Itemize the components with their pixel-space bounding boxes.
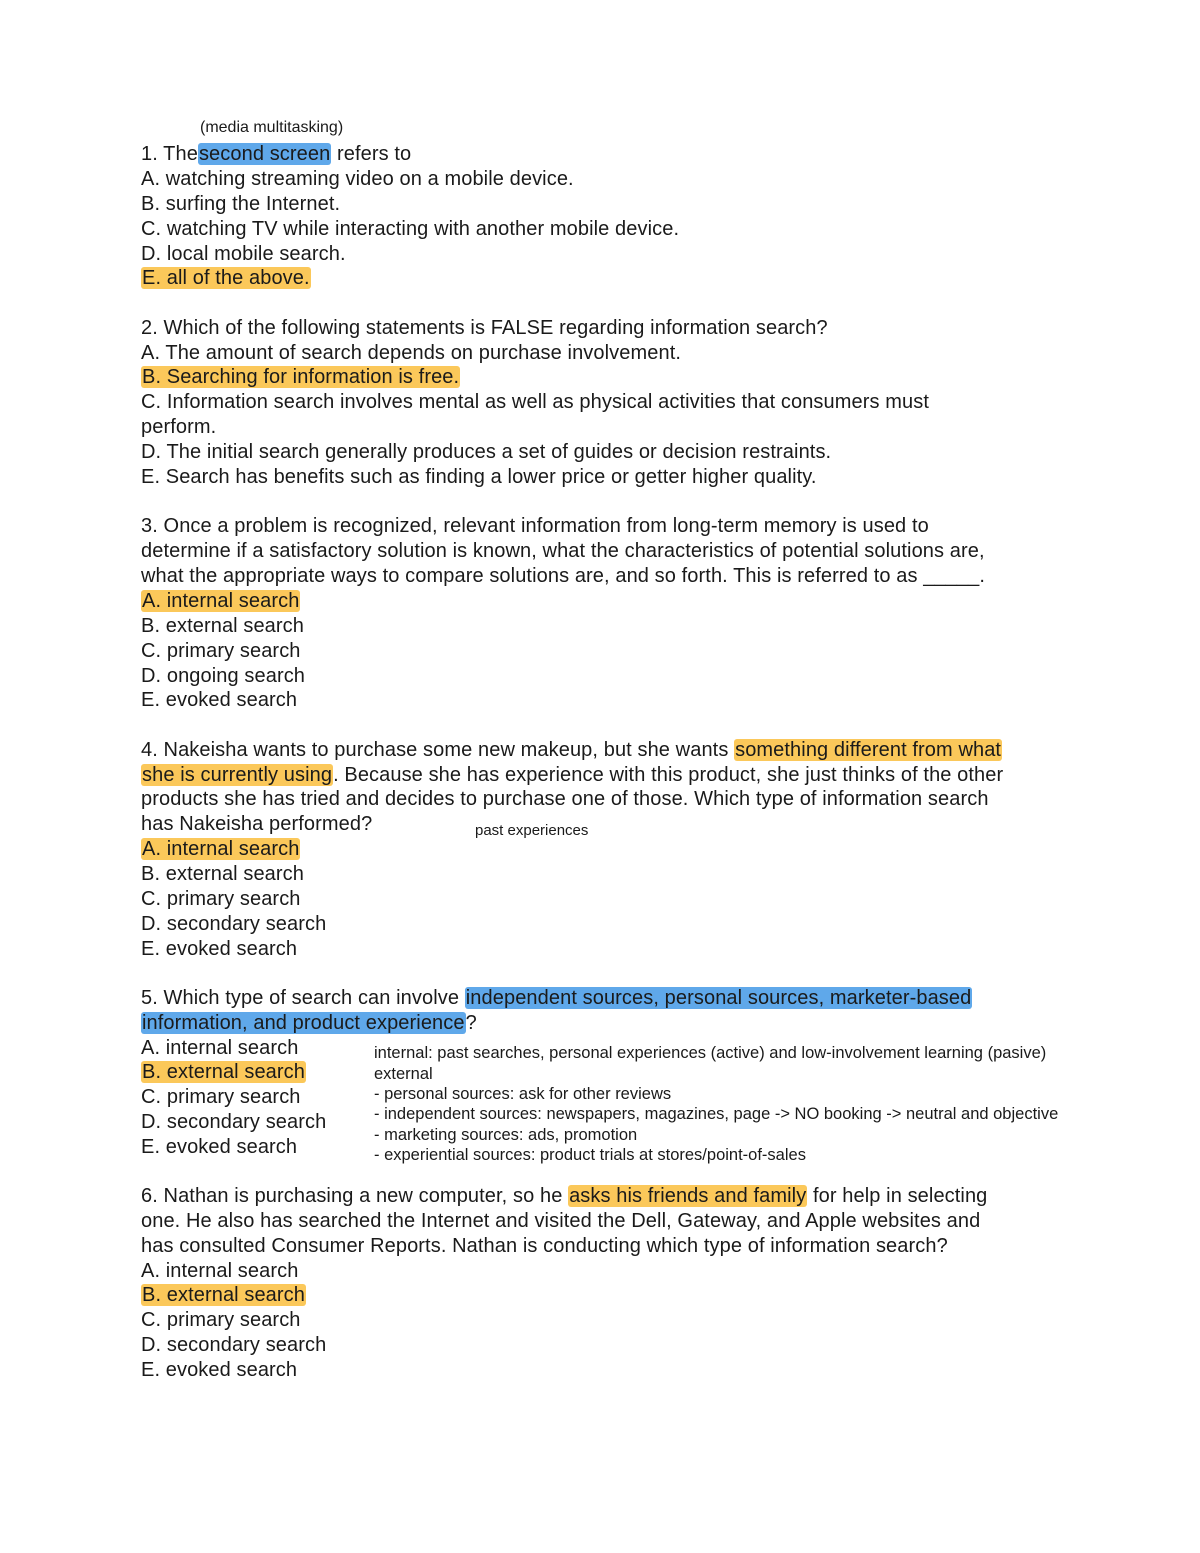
q5-stem-highlight-2: information, and product experience (142, 1012, 465, 1034)
q3-option-c: C. primary search (141, 640, 301, 662)
q4-stem-highlight-1: something different from what (735, 739, 1002, 761)
q3-stem-line3: what the appropriate ways to compare solutions are, and so forth. This is referred to as _____. (141, 565, 986, 587)
q2-option-c-line1: C. Information search involves mental as well as physical activities that consumers must (141, 391, 929, 413)
q5-option-a: A. internal search (141, 1037, 299, 1059)
q6-option-d: D. secondary search (141, 1334, 327, 1356)
q5-stem-end: ? (465, 1012, 477, 1034)
q5-stem-line2 (141, 1011, 477, 1035)
q1-option-b: B. surfing the Internet. (141, 193, 341, 215)
q4-stem-highlight-2: she is currently using (142, 764, 333, 786)
q5-option-e: E. evoked search (141, 1136, 298, 1158)
q3-option-a (141, 589, 300, 613)
q2-option-c-line2: perform. (141, 416, 217, 438)
q5-option-b (141, 1060, 306, 1084)
q2-option-d: D. The initial search generally produces a set of guides or decision restraints. (141, 441, 832, 463)
q6-stem-highlight: asks his friends and family (569, 1185, 807, 1207)
q4-side-note: past experiences (475, 822, 589, 839)
header-note: (media multitasking) (200, 119, 344, 136)
q4-stem-start: 4. Nakeisha wants to purchase some new makeup, but she wants (141, 739, 735, 761)
q4-option-a (141, 837, 300, 861)
q4-option-c: C. primary search (141, 888, 301, 910)
q1-option-d: D. local mobile search. (141, 243, 346, 265)
q1-stem-end: refers to (331, 143, 412, 165)
q1-answer-highlight: E. all of the above. (142, 267, 310, 289)
q3-stem-line2: determine if a satisfactory solution is known, what the characteristics of potential solutions are, (141, 540, 985, 562)
q3-option-e: E. evoked search (141, 689, 298, 711)
q3-stem-line1: 3. Once a problem is recognized, relevant information from long-term memory is used to (141, 515, 929, 537)
q5-stem-highlight-1: independent sources, personal sources, marketer-based (465, 987, 972, 1009)
q1-stem-start: 1. The (141, 143, 198, 165)
q5-option-d: D. secondary search (141, 1111, 327, 1133)
q6-answer-highlight: B. external search (142, 1284, 305, 1306)
q6-option-a: A. internal search (141, 1260, 299, 1282)
q2-option-e: E. Search has benefits such as finding a lower price or getter higher quality. (141, 466, 817, 488)
q2-answer-highlight: B. Searching for information is free. (142, 366, 460, 388)
q6-stem-line3: has consulted Consumer Reports. Nathan is conducting which type of information search? (141, 1235, 948, 1257)
q6-stem-start: 6. Nathan is purchasing a new computer, so he (141, 1185, 569, 1207)
q4-stem-line1 (141, 738, 1002, 762)
q5-answer-highlight: B. external search (142, 1061, 305, 1083)
q6-stem-line1 (141, 1184, 987, 1208)
q5-stem-start: 5. Which type of search can involve (141, 987, 465, 1009)
q2-stem: 2. Which of the following statements is FALSE regarding information search? (141, 317, 828, 339)
q4-option-b: B. external search (141, 863, 304, 885)
q2-option-a: A. The amount of search depends on purchase involvement. (141, 342, 682, 364)
q3-option-d: D. ongoing search (141, 665, 306, 687)
q2-option-b (141, 365, 460, 389)
q5-note-personal: - personal sources: ask for other reviews (374, 1085, 672, 1103)
q5-note-internal: internal: past searches, personal experiences (active) and low-involvement learning (pasive) (374, 1044, 1047, 1062)
q5-note-experiential: - experiential sources: product trials at stores/point-of-sales (374, 1146, 806, 1164)
q5-note-independent: - independent sources: newspapers, magazines, page -> NO booking -> neutral and objective (374, 1105, 1059, 1123)
q4-stem-line3: products she has tried and decides to purchase one of those. Which type of information search (141, 788, 989, 810)
q6-option-b (141, 1283, 306, 1307)
q4-option-d: D. secondary search (141, 913, 327, 935)
q1-option-a: A. watching streaming video on a mobile device. (141, 168, 574, 190)
q6-option-e: E. evoked search (141, 1359, 298, 1381)
q1-stem (141, 142, 411, 166)
q4-stem-continued: . Because she has experience with this product, she just thinks of the other (333, 764, 1004, 786)
q6-stem-continued: for help in selecting (807, 1185, 988, 1207)
q5-stem-line1 (141, 986, 972, 1010)
q1-highlight: second screen (198, 143, 331, 165)
q5-note-marketing: - marketing sources: ads, promotion (374, 1126, 638, 1144)
q1-option-e (141, 266, 311, 290)
q3-option-b: B. external search (141, 615, 304, 637)
q4-stem-line2 (141, 763, 1003, 787)
q6-option-c: C. primary search (141, 1309, 301, 1331)
q4-option-e: E. evoked search (141, 938, 298, 960)
q5-note-external: external (374, 1065, 433, 1083)
q3-answer-highlight: A. internal search (142, 590, 300, 612)
q4-stem-line4: has Nakeisha performed? (141, 813, 373, 835)
q5-option-c: C. primary search (141, 1086, 301, 1108)
q6-stem-line2: one. He also has searched the Internet and visited the Dell, Gateway, and Apple websites and (141, 1210, 981, 1232)
q1-option-c: C. watching TV while interacting with another mobile device. (141, 218, 680, 240)
q4-answer-highlight: A. internal search (142, 838, 300, 860)
